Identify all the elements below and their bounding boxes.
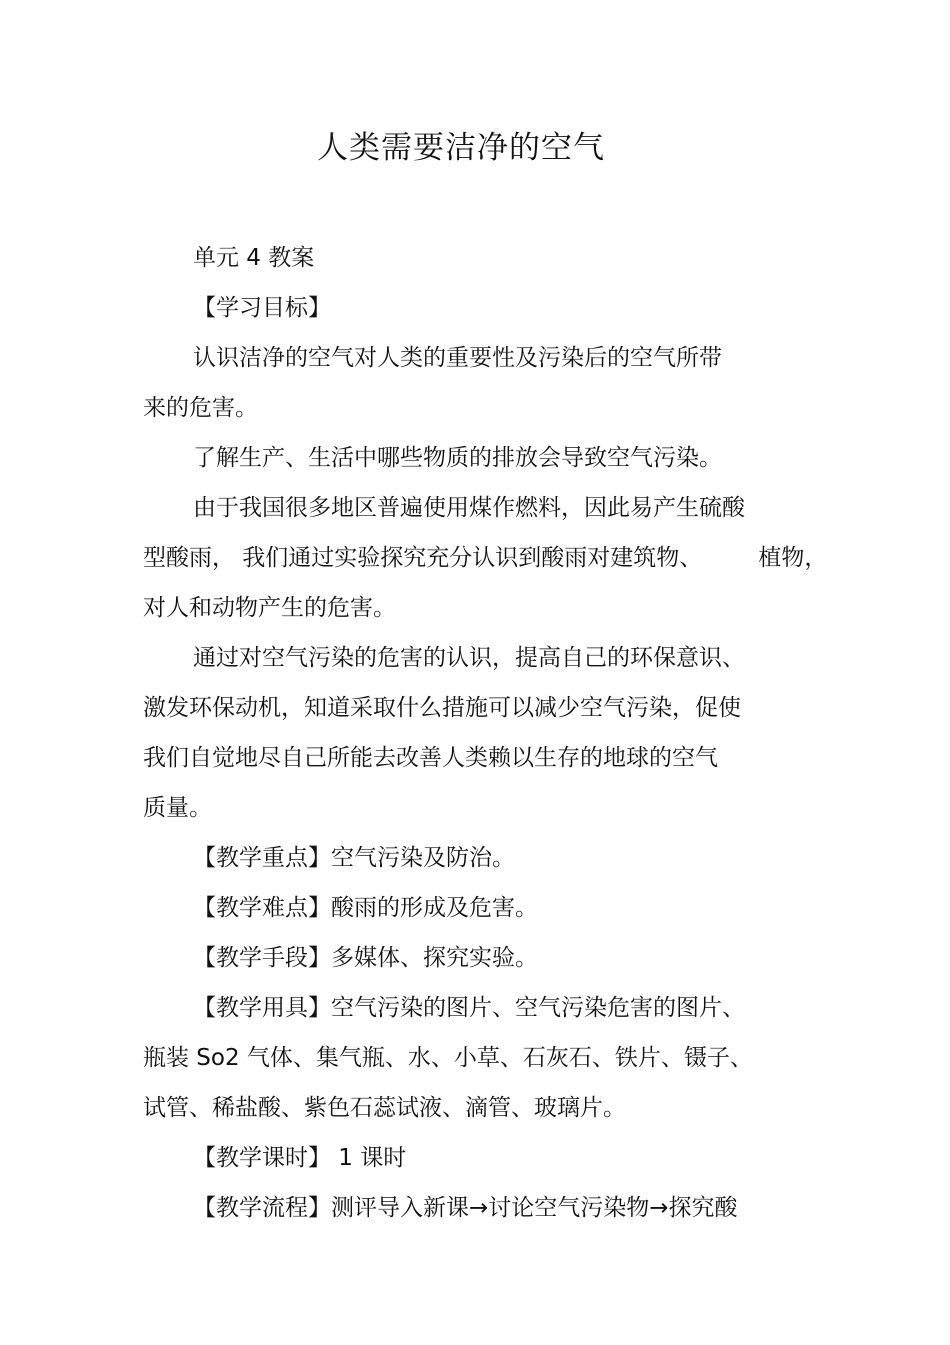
objective-3-line-2-text: 型酸雨， 我们通过实验探究充分认识到酸雨对建筑物、 xyxy=(143,545,703,571)
key-point: 【教学重点】空气污染及防治。 xyxy=(193,845,515,871)
objective-4-line-4: 质量。 xyxy=(143,795,212,821)
teaching-flow: 【教学流程】测评导入新课→讨论空气污染物→探究酸 xyxy=(193,1195,738,1221)
objective-4-line-2: 激发环保动机，知道采取什么措施可以减少空气污染，促使 xyxy=(143,695,741,721)
class-hours: 【教学课时】 1 课时 xyxy=(193,1145,407,1171)
objective-3-line-1: 由于我国很多地区普遍使用煤作燃料，因此易产生硫酸 xyxy=(193,495,745,521)
objective-1-line-2: 来的危害。 xyxy=(143,395,258,421)
unit-line: 单元 4 教案 xyxy=(193,245,315,271)
objective-3-line-3: 对人和动物产生的危害。 xyxy=(143,595,396,621)
objective-1-line-1: 认识洁净的空气对人类的重要性及污染后的空气所带 xyxy=(193,345,722,371)
teaching-means: 【教学手段】多媒体、探究实验。 xyxy=(193,945,538,971)
objective-2: 了解生产、生活中哪些物质的排放会导致空气污染。 xyxy=(193,445,722,471)
tools-line-2: 瓶装 So2 气体、集气瓶、水、小草、石灰石、铁片、镊子、 xyxy=(143,1045,753,1071)
tools-line-3: 试管、稀盐酸、紫色石蕊试液、滴管、玻璃片。 xyxy=(143,1095,626,1121)
objectives-heading: 【学习目标】 xyxy=(193,295,331,321)
objective-4-line-3: 我们自觉地尽自己所能去改善人类赖以生存的地球的空气 xyxy=(143,745,718,771)
document-title: 人类需要洁净的空气 xyxy=(317,130,605,166)
objective-4-line-1: 通过对空气污染的危害的认识，提高自己的环保意识、 xyxy=(193,645,745,671)
objective-3-line-2 xyxy=(143,543,827,573)
tools-line-1: 【教学用具】空气污染的图片、空气污染危害的图片、 xyxy=(193,995,745,1021)
objective-3-line-2-tail: 植物， xyxy=(758,545,828,571)
difficulty: 【教学难点】酸雨的形成及危害。 xyxy=(193,895,538,921)
